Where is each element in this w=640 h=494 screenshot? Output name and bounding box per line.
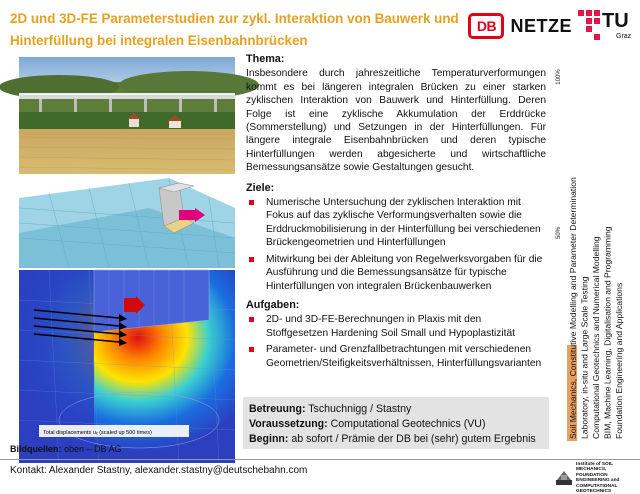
axis-label: 100%: [556, 69, 562, 85]
logo-bar: [468, 10, 632, 42]
voraussetzung-label: Voraussetzung:: [249, 418, 328, 430]
image-caption: [10, 444, 122, 454]
contact-text: Kontakt: Alexander Stastny, alexander.stastny@deutschebahn.com: [10, 465, 308, 476]
footer-divider: [0, 459, 640, 460]
competence-label: BIM, Machine Learning, Digitalisation and Programming: [602, 226, 613, 439]
page-title: 2D und 3D-FE Parameterstudien zur zykl. Interaktion von Bauwerk und Hinterfüllung bei integralen Eisenbahnbrücken: [10, 11, 459, 48]
voraussetzung-value: Computational Geotechnics (VU): [327, 418, 486, 430]
competence-label: Laboratory, in-situ and Large Scale Testing: [579, 276, 590, 439]
tu-graz-logo: [578, 10, 632, 42]
institute-logo: [555, 462, 634, 494]
tu-graz-blocks-icon: [578, 10, 600, 40]
betreuung-label: Betreuung:: [249, 403, 306, 415]
betreuung-value: Tschuchnigg / Stastny: [305, 403, 412, 415]
competence-label: Computational Geotechnics and Numerical Modelling: [591, 236, 601, 439]
fe-model-3d: [19, 178, 235, 268]
institute-text: Institute of SOIL MECHANICS, FOUNDATION ENGINEERING and COMPUTATIONAL GEOTECHNICS: [576, 462, 620, 494]
fe-displacement-plot: [19, 270, 235, 463]
beginn-value: ab sofort / Prämie der DB bei (sehr) gutem Ergebnis: [288, 433, 536, 445]
competence-label: Soil Mechanics, Constitutive Modelling and Parameter Determination: [568, 177, 578, 439]
voraussetzung-row: [249, 417, 543, 432]
list-item: Mitwirkung bei der Ableitung von Regelwerksvorgaben für die Ausführung und die Bemessungsansätze für typische Hinterfüllungen von integralen Brückenbauwerken: [246, 253, 546, 293]
db-logo: DB: [468, 13, 504, 39]
ziele-heading: Ziele:: [246, 181, 275, 194]
list-item: Numerische Untersuchung der zyklischen Interaktion mit Fokus auf das zyklische Verformungsverhalten sowie die Erddruckmobilisierung in der Hinterfüllung bei verschiedenen Brückengeometrien und Hinterfüllungen: [246, 196, 546, 250]
betreuung-row: [249, 402, 543, 417]
caption-text: oben – DB AG: [61, 444, 122, 454]
info-box: [243, 397, 549, 449]
caption-label: Bildquellen:: [10, 444, 62, 454]
beginn-label: Beginn:: [249, 433, 289, 445]
fe-plot-label: Total displacements uₓ (scaled up 500 times): [43, 430, 152, 436]
list-item: 2D- und 3D-FE-Berechnungen in Plaxis mit den Stoffgesetzen Hardening Soil Small und Hypoplastizität: [246, 313, 546, 340]
axis-label: 50%: [556, 226, 562, 240]
tu-graz-text: Graz: [616, 33, 632, 40]
ziele-list: [246, 196, 546, 293]
bridge-photo: [19, 57, 235, 174]
aufgaben-list: [246, 313, 546, 370]
competence-chart: [552, 53, 634, 445]
tu-text: TU: [602, 10, 629, 32]
netze-logo-text: NETZE: [510, 15, 572, 36]
thema-text: Insbesondere durch jahreszeitliche Temperaturverformungen kommt es bei längeren integralen Brücken zu einer starken zyklischen Interaktion von Bauwerk und Hinterfüllung. Deren Folge ist eine zyklische Akkumulation der Erddrücke (Sommerstellung) und Setzungen in der Hinterfüllungen. Für längere integrale Eisenbahnbrücken und deren typische Hinterfüllungen werden abgesicherte und wirtschaftliche Bemessungsansätze sowie Gestaltungen gesucht.: [246, 68, 546, 174]
thema-heading: Thema:: [246, 53, 285, 65]
institute-emblem-icon: [555, 470, 573, 486]
text-column: [246, 53, 546, 376]
competence-label: Foundation Engineering and Applications: [614, 282, 624, 439]
aufgaben-heading: Aufgaben:: [246, 298, 300, 311]
list-item: Parameter- und Grenzfallbetrachtungen mit verschiedenen Geometrien/Steifigkeitsverhältnissen, Hinterfüllungsvarianten: [246, 343, 546, 370]
beginn-row: [249, 432, 543, 447]
